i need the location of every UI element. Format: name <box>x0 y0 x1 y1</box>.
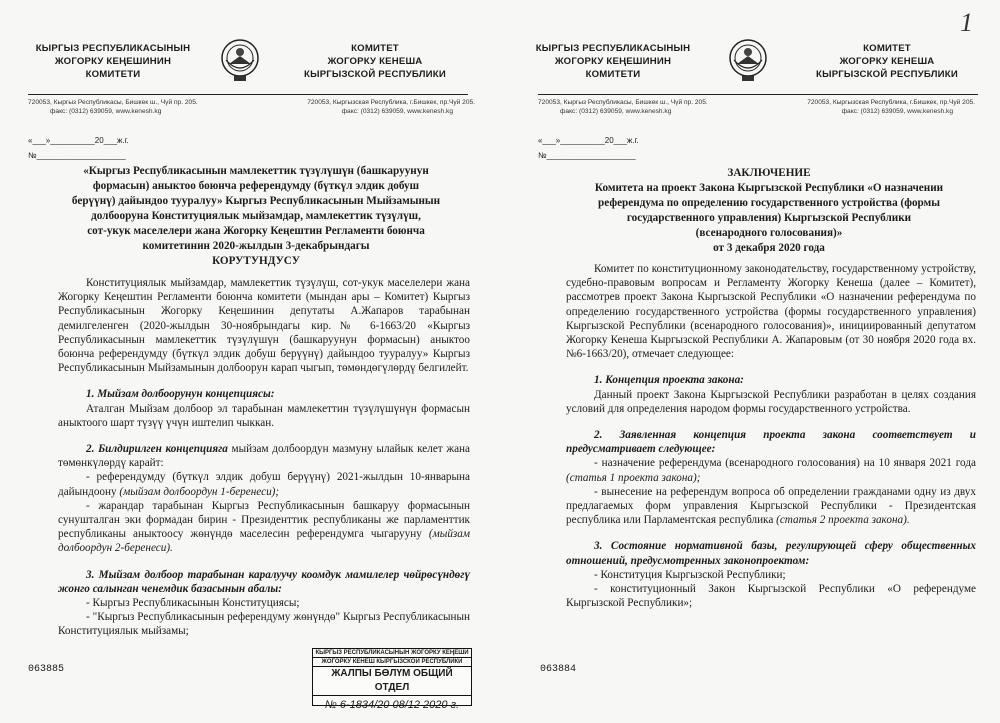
state-emblem-icon <box>220 36 260 84</box>
header-line: ЖОГОРКУ КЕНЕША <box>839 56 935 67</box>
address-right <box>275 98 475 116</box>
number-line: №____________________ <box>28 151 126 160</box>
header-line: КЫРГЫЗСКОЙ РЕСПУБЛИКИ <box>304 69 446 80</box>
title-line: референдума по определению государственного устройства (формы <box>598 197 940 209</box>
title-line: сот-укук маселелери жана Жогорку Кеңештин Регламенти боюнча <box>87 225 425 237</box>
address-line: 720053, Кыргыз Республикасы, Бишкек ш., Чүй пр. 205. <box>538 99 708 106</box>
title-line: «Кыргыз Республикасынын мамлекеттик түзүлүшүн (башкаруунун <box>83 165 429 177</box>
section-3-item: - Конституция Кыргызской Республики; <box>594 568 786 581</box>
header-line: КОМИТЕТИ <box>85 69 141 80</box>
header-divider <box>28 94 468 95</box>
article-reference: (мыйзам долбоордун 1-беренеси); <box>119 485 280 498</box>
document-number: 063884 <box>540 664 577 675</box>
section-1-text: Аталган Мыйзам долбоор эл тарабынан мамлекеттин түзүлүшүнүн формасын аныктоого шарт түзүү үчүн иштелип чыккан. <box>58 402 470 429</box>
header-line: КЫРГЫЗ РЕСПУБЛИКАСЫНЫН <box>535 43 691 54</box>
section-3-title: 3. Состояние нормативной базы, регулирующей сферу общественных отношений, предусмотренных законопроектом: <box>566 540 976 567</box>
address-line: факс: (0312) 639059, www.kenesh.kg <box>50 108 162 115</box>
address-line: факс: (0312) 639059, www.kenesh.kg <box>841 108 953 115</box>
title-line: ЗАКЛЮЧЕНИЕ <box>727 167 811 179</box>
intro-paragraph: Комитет по конституционному законодательству, государственному устройству, судебно-правовым вопросам и Регламенту Жогорку Кенеша (далее – Комитет), рассмотрев проект Закона Кыргызской Республики «О назначении референдума по определению государственного устройства (формы государственного управления) Кыргызской Республики (всенародного голосования)», инициированный депутатом Жогорку Кенеша Кыргызской Республики А. Жапаровым (от 30 ноября 2020 года вх. №6-1663/20), отмечает следующее: <box>566 263 976 361</box>
section-3-item: - Кыргыз Республикасынын Конституциясы; <box>86 597 300 610</box>
address-line: 720053, Кыргыз Республикасы, Бишкек ш., Чүй пр. 205. <box>28 99 198 106</box>
address-line: факс: (0312) 639059, www.kenesh.kg <box>560 108 672 115</box>
stamp-line: КЫРГЫЗ РЕСПУБЛИКАСЫНЫН ЖОГОРКУ КЕҢЕШИ <box>313 649 471 658</box>
header-left-kyrgyz <box>28 42 198 81</box>
header-line: КЫРГЫЗСКОЙ РЕСПУБЛИКИ <box>816 69 958 80</box>
title-line: от 3 декабря 2020 года <box>713 242 825 254</box>
right-page <box>500 0 1000 723</box>
document-body <box>58 276 470 639</box>
address-line: 720053, Кыргызская Республика, г.Бишкек, пр.Чуй 205. <box>807 99 975 106</box>
section-3-title: 3. Мыйзам долбоор тарабынан каралуучу коомдук мамилелер чөйрөсүндөгү жонго салынган ченемдик базасынын абалы: <box>58 568 470 595</box>
title-line: государственного управления) Кыргызской Республики <box>626 212 912 224</box>
section-2-text: мыйзам долбоордун мазмуну ылайык келет жана төмөнкүлөрдү карайт: <box>58 443 471 470</box>
header-line: ЖОГОРКУ КЕҢЕШИНИН <box>54 56 172 67</box>
section-2-title: 2. Билдирилген концепцияга <box>86 443 228 456</box>
address-left <box>28 98 228 116</box>
section-1-title: 1. Концепция проекта закона: <box>594 374 744 387</box>
document-number: 063885 <box>28 664 65 675</box>
stamp-line: № 6-1834/20 08/12 2020 г. <box>324 699 460 711</box>
header-line: КОМИТЕТ <box>351 43 399 54</box>
header-right-russian <box>280 42 470 81</box>
date-line: «___»__________20___ж.г. <box>538 136 639 145</box>
section-1-text: Данный проект Закона Кыргызской Республики разработан в целях создания условий для определения народом формы государственного устройства. <box>566 388 976 415</box>
section-3-item: - конституционный Закон Кыргызской Республики «О референдуме Кыргызской Республики»; <box>566 583 976 610</box>
section-2-title: 2. Заявленная концепция проекта закона соответствует и предусматривает следующее: <box>566 429 976 456</box>
title-line: (всенародного голосования)» <box>695 227 843 239</box>
title-line: берүүнү) дайындоо тууралуу» Кыргыз Республикасынын Мыйзамынын <box>71 195 441 207</box>
document-body <box>566 262 976 610</box>
registration-stamp <box>312 648 472 711</box>
document-title <box>40 164 472 269</box>
header-line: ЖОГОРКУ КЕҢЕШИНИН <box>554 56 672 67</box>
address-left <box>538 98 738 116</box>
header-left-kyrgyz <box>528 42 698 81</box>
section-1-title: 1. Мыйзам долбоорунун концепциясы: <box>86 388 275 401</box>
title-line: комитетинин 2020-жылдын 3-декабрындагы <box>142 240 370 252</box>
number-line: №____________________ <box>538 151 636 160</box>
header-line: КОМИТЕТ <box>863 43 911 54</box>
section-2-item: - вынесение на референдум вопроса об определении гражданами одну из двух предлагаемых форм управления Кыргызской Республики - Президентская республика или Парламентская республика <box>566 485 976 527</box>
header-line: ЖОГОРКУ КЕНЕША <box>327 56 423 67</box>
document-title <box>560 166 978 256</box>
header-line: КЫРГЫЗ РЕСПУБЛИКАСЫНЫН <box>35 43 191 54</box>
title-line: формасын) аныктоо боюнча референдумду (бүткүл элдик добуш <box>92 180 420 192</box>
address-right <box>775 98 975 116</box>
section-2-item: - референдумду (бүткүл элдик добуш берүүнү) 2021-жылдын 10-январына дайындоону <box>58 471 470 498</box>
title-line: КОРУТУНДУСУ <box>212 255 300 267</box>
address-line: факс: (0312) 639059, www.kenesh.kg <box>341 108 453 115</box>
intro-paragraph: Конституциялык мыйзамдар, мамлекеттик түзүлүш, сот-укук маселелери жана Жогорку Кеңештин Регламенти боюнча комитети (мындан ары – Комитет) Кыргыз Республикасынын Жогорку Кеңешинин депутаты А.Жапаров тарабынан демилгеленген (2020-жылдын 30-ноябрындагы кир.№ 6-1663/20 «Кыргыз Республикасынын мамлекеттик түзүлүшүн (башкаруунун формасын) аныктоо боюнча референдумду (бүткүл элдик добуш берүүнү) дайындоо тууралуу» Кыргыз Республикасынын Мыйзамынын долбоорун карап чыгып, төмөндөгүлөрдү белгилейт. <box>58 277 470 375</box>
state-emblem-icon <box>728 36 768 84</box>
section-3-item: - "Кыргыз Республикасынын референдуму жөнүндө" Кыргыз Республикасынын Конституциялык мыйзамы; <box>58 611 470 638</box>
title-line: Комитета на проект Закона Кыргызской Республики «О назначении <box>594 182 944 194</box>
section-2-item: - назначение референдума (всенародного голосования) на 10 января 2021 года <box>594 457 976 470</box>
header-line: КОМИТЕТИ <box>585 69 641 80</box>
header-right-russian <box>792 42 982 81</box>
article-reference: (статья 1 проекта закона); <box>566 471 701 484</box>
stamp-line: ЖОГОРКУ КЕНЕШ КЫРГЫЗСКОЙ РЕСПУБЛИКИ <box>313 658 471 667</box>
article-reference: (мыйзам долбоордун 2-беренеси). <box>58 528 471 555</box>
page-number-mark: 1 <box>960 8 973 37</box>
article-reference: (статья 2 проекта закона). <box>776 514 910 527</box>
stamp-line: ЖАЛПЫ БӨЛҮМ ОБЩИЙ ОТДЕЛ <box>313 667 471 696</box>
date-line: «___»__________20___ж.г. <box>28 136 129 145</box>
header-divider <box>538 94 978 95</box>
address-line: 720053, Кыргызская Республика, г.Бишкек, пр.Чуй 205. <box>307 99 475 106</box>
title-line: долбооруна Конституциялык мыйзамдар, мамлекеттик түзүлүш, <box>91 210 421 222</box>
section-2-item: - жарандар тарабынан Кыргыз Республикасынын башкаруу формасынын сунушталган эки формадан бирин - Президенттик республиканы же парламенттик республиканы аныктоосу жөнүндө маселесин референдумга чыгарууну <box>58 499 470 541</box>
